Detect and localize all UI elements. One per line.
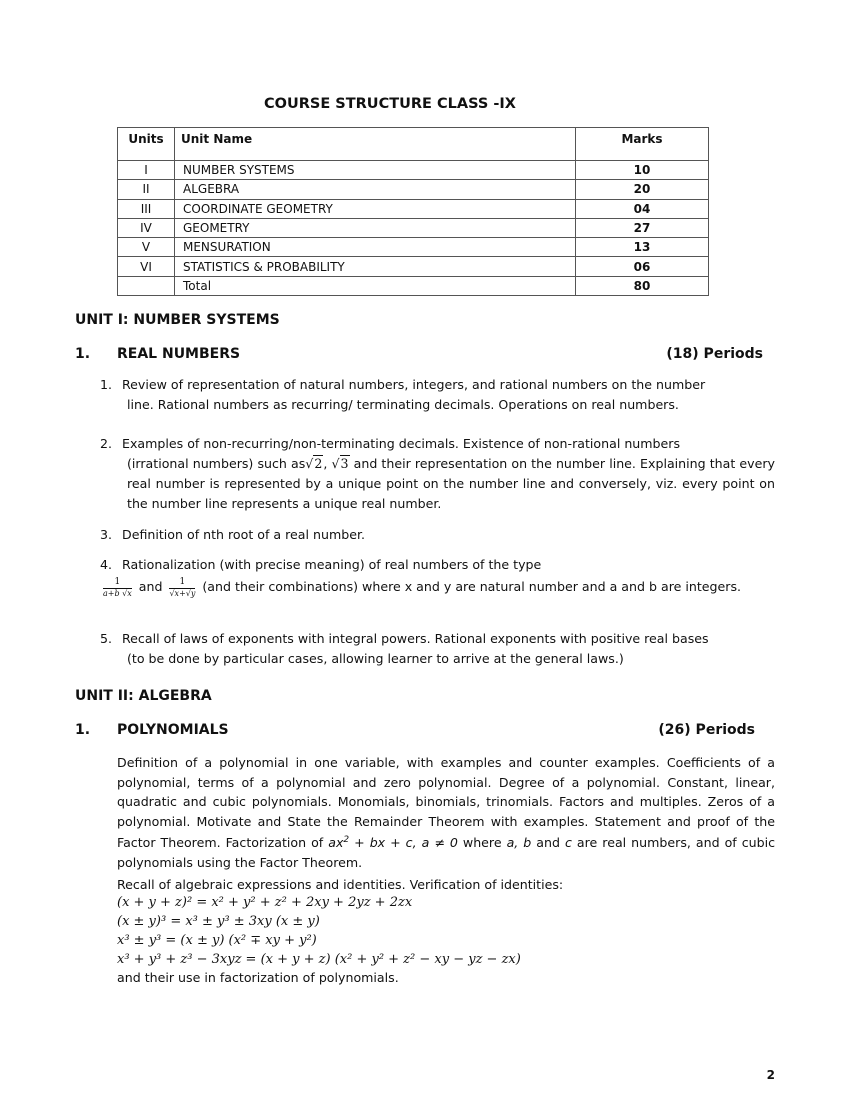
closing-text: and their use in factorization of polynomials.: [117, 970, 399, 985]
unit-cell: I: [118, 161, 175, 180]
description-text: where: [457, 835, 507, 851]
unit-cell: V: [118, 238, 175, 257]
table-header-row: [118, 128, 709, 161]
sqrt-2: √2: [305, 456, 323, 471]
sqrt-3: √3: [331, 456, 349, 471]
marks-cell: 06: [576, 257, 709, 276]
variable-text: c: [565, 835, 572, 851]
item-number: 5.: [100, 631, 113, 646]
item-number: 3.: [100, 527, 113, 542]
item-number: 2.: [100, 436, 113, 451]
section-number: 1.: [75, 722, 91, 738]
header-units: Units: [118, 128, 175, 161]
empty-cell: [118, 276, 175, 295]
unit-name-cell: STATISTICS & PROBABILITY: [175, 257, 576, 276]
fraction-1: $\frac{1}{a+b √x}$: [103, 576, 132, 598]
unit-name-cell: GEOMETRY: [175, 218, 576, 237]
unit-1-heading: UNIT I: NUMBER SYSTEMS: [75, 312, 280, 328]
description-text: are real numbers, and of cubic polynomials using the Factor Theorem.: [117, 835, 776, 870]
item-text-cont: line. Rational numbers as recurring/ terminating decimals. Operations on real numbers.: [127, 397, 679, 412]
marks-cell: 10: [576, 161, 709, 180]
page-title: COURSE STRUCTURE CLASS -IX: [264, 96, 516, 112]
table-row: [118, 161, 709, 180]
item-text-cont: (irrational numbers) such as: [127, 456, 306, 471]
section-title: REAL NUMBERS: [117, 346, 241, 362]
total-marks: 80: [576, 276, 709, 295]
unit-name-cell: COORDINATE GEOMETRY: [175, 199, 576, 218]
unit-cell: IV: [118, 218, 175, 237]
polynomials-description: [117, 753, 775, 872]
list-item: [100, 554, 775, 598]
unit-name-cell: NUMBER SYSTEMS: [175, 161, 576, 180]
unit-cell: III: [118, 199, 175, 218]
separator: ,: [323, 456, 332, 471]
table-row: [118, 199, 709, 218]
unit-name-cell: MENSURATION: [175, 238, 576, 257]
identity-4: x³ + y³ + z³ − 3xyz = (x + y + z) (x² + y² + z² − xy − yz − zx): [117, 952, 521, 967]
marks-cell: 13: [576, 238, 709, 257]
item-text-cont: and their representation on the number line. Explaining that every real number is represented by a unique point on the number line and conversely, viz. every point on the number line represents a unique real number.: [127, 456, 775, 511]
and-text: and: [134, 579, 167, 594]
expr-exponent: 2: [343, 835, 350, 845]
marks-table: [117, 127, 709, 296]
item-text: Definition of nth root of a real number.: [122, 527, 366, 542]
marks-cell: 20: [576, 180, 709, 199]
page-number: 2: [766, 1068, 775, 1082]
recall-text: Recall of algebraic expressions and identities. Verification of identities:: [117, 877, 564, 892]
fraction-2: $\frac{1}{√x+√y}$: [169, 576, 196, 598]
item-text-cont: (to be done by particular cases, allowing learner to arrive at the general laws.): [127, 651, 624, 666]
table-total-row: [118, 276, 709, 295]
list-item: [100, 525, 775, 545]
item-number: 4.: [100, 557, 113, 572]
item-number: 1.: [100, 377, 113, 392]
item-text: Rationalization (with precise meaning) of real numbers of the type: [122, 557, 542, 572]
marks-cell: 04: [576, 199, 709, 218]
unit-name-cell: ALGEBRA: [175, 180, 576, 199]
list-item: [100, 434, 775, 514]
item-text: Review of representation of natural numbers, integers, and rational numbers on the number: [122, 377, 706, 392]
item-text-cont: (and their combinations) where x and y are natural number and a and b are integers.: [198, 579, 742, 594]
section-periods: (18) Periods: [666, 346, 763, 362]
variable-text: a, b: [506, 835, 532, 851]
expr-part: + bx + c, a ≠ 0: [349, 835, 458, 851]
table-row: [118, 257, 709, 276]
total-label: Total: [175, 276, 576, 295]
list-item: [100, 375, 775, 415]
table-row: [118, 180, 709, 199]
marks-cell: 27: [576, 218, 709, 237]
unit-cell: II: [118, 180, 175, 199]
identity-1: (x + y + z)² = x² + y² + z² + 2xy + 2yz + 2zx: [117, 895, 413, 910]
header-unit-name: Unit Name: [175, 128, 576, 161]
unit-2-heading: UNIT II: ALGEBRA: [75, 688, 212, 704]
identity-3: x³ ± y³ = (x ± y) (x² ∓ xy + y²): [117, 933, 317, 948]
description-text: Definition of a polynomial in one variable, with examples and counter examples. Coefficients of a polynomial, terms of a polynomial and zero polynomial. Degree of a polynomial. Constant, linear, quadratic and cubic polynomials. Monomials, binomials, trinomials. Factors and multiples. Zeros of a polynomial. Motivate and State the Remainder Theorem with examples. Statement and proof of the Factor Theorem. Factorization of: [117, 755, 775, 851]
header-marks: Marks: [576, 128, 709, 161]
description-text: and: [531, 835, 565, 851]
table-row: [118, 238, 709, 257]
list-item: [100, 629, 775, 669]
expr-part: ax: [328, 835, 344, 851]
unit-cell: VI: [118, 257, 175, 276]
table-row: [118, 218, 709, 237]
identity-2: (x ± y)³ = x³ ± y³ ± 3xy (x ± y): [117, 914, 320, 929]
section-periods: (26) Periods: [658, 722, 755, 738]
section-number: 1.: [75, 346, 91, 362]
item-text: Recall of laws of exponents with integral powers. Rational exponents with positive real bases: [122, 631, 709, 646]
section-title: POLYNOMIALS: [117, 722, 229, 738]
item-text: Examples of non-recurring/non-terminating decimals. Existence of non-rational numbers: [122, 436, 681, 451]
